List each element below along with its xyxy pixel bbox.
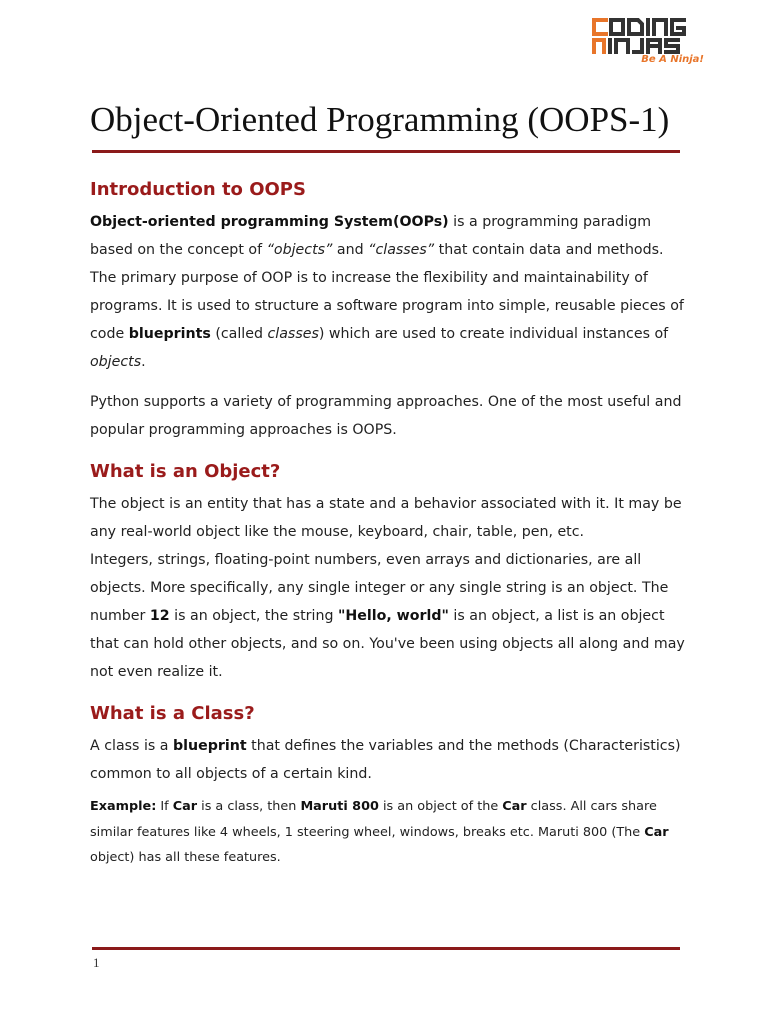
intro-paragraph-2: Python supports a variety of programming approaches. One of the most useful and popular programming approaches is OOPS. xyxy=(90,394,682,438)
class-paragraph-1: A class is a blueprint that defines the variables and the methods (Characteristics) common to all objects of a certain kind. xyxy=(90,738,681,782)
heading-object: What is an Object? xyxy=(90,461,281,482)
page-number: 1 xyxy=(93,955,100,970)
class-example: Example: If Car is a class, then Maruti 800 is an object of the Car class. All cars share similar features like 4 wheels, 1 steering wheel, windows, breaks etc. Maruti 800 (The Car object) has all these features. xyxy=(90,799,669,865)
coding-ninjas-logo xyxy=(588,14,706,70)
heading-introduction: Introduction to OOPS xyxy=(90,179,306,200)
document-title: Object-Oriented Programming (OOPS-1) xyxy=(90,100,670,139)
intro-paragraph-1: Object-oriented programming System(OOPs) is a programming paradigm based on the concept of “objects” and “classes” that contain data and methods. The primary purpose of OOP is to increase the flexibility and maintainability of programs. It is used to structure a software program into simple, reusable pieces of code blueprints (called classes) which are used to create individual instances of objects. xyxy=(90,214,684,370)
object-paragraph-2: Integers, strings, floating-point numbers, even arrays and dictionaries, are all objects. More specifically, any single integer or any single string is an object. The number 12 is an object, the string "Hello, world" is an object, a list is an object that can hold other objects, and so on. You've been using objects all along and may not even realize it. xyxy=(90,552,685,680)
footer-divider xyxy=(92,947,680,950)
object-paragraph-1: The object is an entity that has a state and a behavior associated with it. It may be any real-world object like the mouse, keyboard, chair, table, pen, etc. xyxy=(90,496,682,540)
heading-class: What is a Class? xyxy=(90,703,255,724)
logo-wordmark xyxy=(588,14,706,54)
logo-tagline: Be A Ninja! xyxy=(641,54,704,65)
title-divider xyxy=(92,150,680,153)
document-body xyxy=(90,172,686,871)
